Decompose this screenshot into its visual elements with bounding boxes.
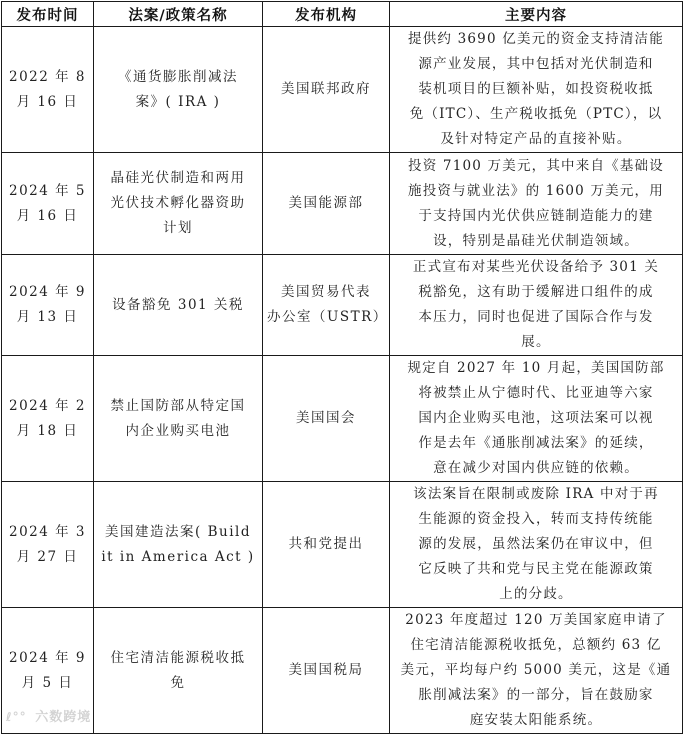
- policy-name-cell: 设备豁免 301 关税: [94, 255, 263, 356]
- policy-name-cell: 《通货膨胀削减法 案》( IRA ): [94, 27, 263, 153]
- header-release-date: 发布时间: [2, 2, 94, 27]
- watermark-text: 六数跨境: [35, 710, 92, 725]
- watermark: [6, 706, 91, 725]
- header-issuing-body: 发布机构: [263, 2, 390, 27]
- issuing-body-cell: 美国能源部: [263, 153, 390, 255]
- table-row: [2, 153, 683, 255]
- brand-logo-icon: ℓ°°: [6, 710, 27, 724]
- table-row: [2, 27, 683, 153]
- content-cell: 规定自 2027 年 10 月起，美国国防部 将被禁止从宁德时代、比亚迪等六家 国内企业购买电池，这项法案可以视 作是去年《通胀削减法案》的延续， 意在减少对国内供应链的依赖。: [390, 356, 683, 482]
- issuing-body-cell: 美国联邦政府: [263, 27, 390, 153]
- issuing-body-cell: 美国贸易代表 办公室（USTR）: [263, 255, 390, 356]
- content-cell: 投资 7100 万美元，其中来自《基础设 施投资与就业法》的 1600 万美元，用 于支持国内光伏供应链制造能力的建 设，特别是晶硅光伏制造领域。: [390, 153, 683, 255]
- table-row: [2, 482, 683, 608]
- header-main-content: 主要内容: [390, 2, 683, 27]
- header-policy-name: 法案/政策名称: [94, 2, 263, 27]
- content-cell: 正式宣布对某些光伏设备给予 301 关 税豁免，这有助于缓解进口组件的成 本压力，同时也促进了国际合作与发 展。: [390, 255, 683, 356]
- table-row: [2, 255, 683, 356]
- content-cell: 2023 年度超过 120 万美国家庭申请了 住宅清洁能源税收抵免，总额约 63 亿 美元，平均每户约 5000 美元，这是《通 胀削减法案》的一部分，旨在鼓励家 庭安装太阳能系统。: [390, 608, 683, 734]
- policy-name-cell: 晶硅光伏制造和两用 光伏技术孵化器资助 计划: [94, 153, 263, 255]
- issuing-body-cell: 共和党提出: [263, 482, 390, 608]
- table-row: [2, 356, 683, 482]
- content-cell: 提供约 3690 亿美元的资金支持清洁能 源产业发展，其中包括对光伏制造和 装机项目的巨额补贴，如投资税收抵 免（ITC）、生产税收抵免（PTC），以 及针对特定产品的直接补贴。: [390, 27, 683, 153]
- policy-name-cell: 美国建造法案( Build it in America Act ): [94, 482, 263, 608]
- date-cell: 2024 年 5 月 16 日: [2, 153, 94, 255]
- table-row: [2, 608, 683, 734]
- issuing-body-cell: 美国国税局: [263, 608, 390, 734]
- policy-name-cell: 禁止国防部从特定国 内企业购买电池: [94, 356, 263, 482]
- date-cell: 2024 年 3 月 27 日: [2, 482, 94, 608]
- issuing-body-cell: 美国国会: [263, 356, 390, 482]
- policy-table: [1, 1, 683, 734]
- content-cell: 该法案旨在限制或废除 IRA 中对于再 生能源的资金投入，转而支持传统能 源的发展，虽然法案仍在审议中，但 它反映了共和党与民主党在能源政策 上的分歧。: [390, 482, 683, 608]
- date-cell: 2022 年 8 月 16 日: [2, 27, 94, 153]
- date-cell: 2024 年 9 月 13 日: [2, 255, 94, 356]
- policy-name-cell: 住宅清洁能源税收抵 免: [94, 608, 263, 734]
- header-row: [2, 2, 683, 27]
- date-cell: 2024 年 2 月 18 日: [2, 356, 94, 482]
- date-cell: 2024 年 9 月 5 日: [2, 608, 94, 734]
